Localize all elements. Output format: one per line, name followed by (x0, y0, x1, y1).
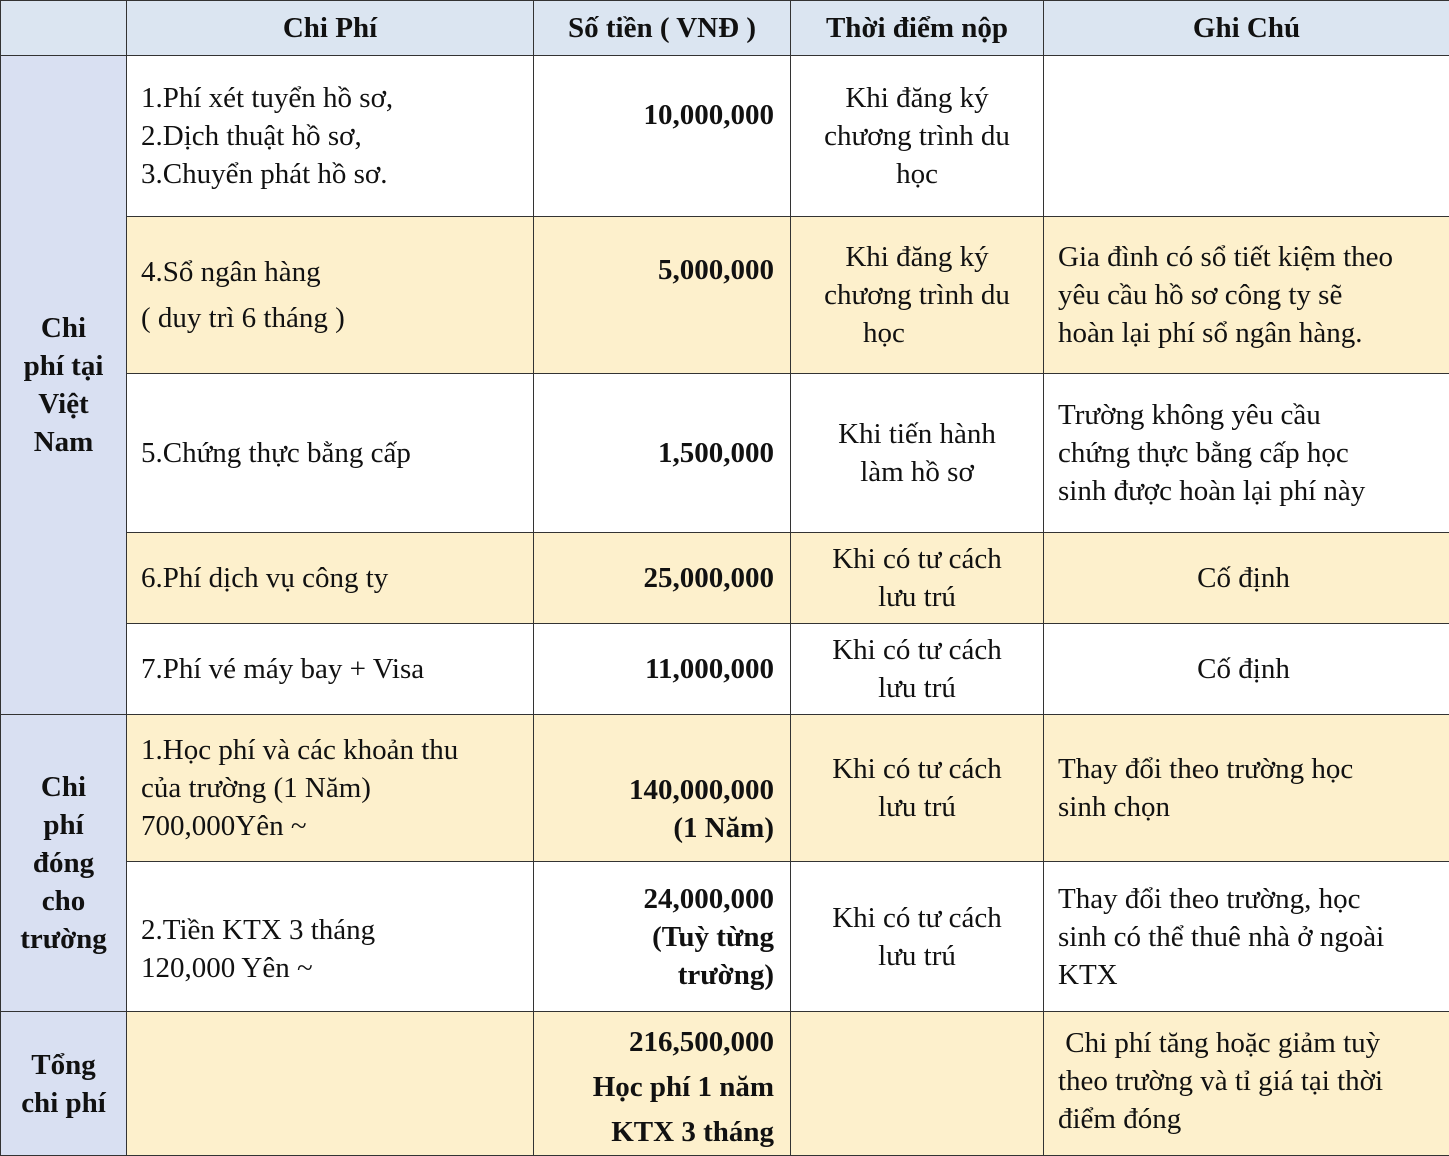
amount-line: Học phí 1 năm (534, 1065, 774, 1110)
group-label-line: phí (1, 806, 126, 844)
desc-line: 2.Dịch thuật hồ sơ, (141, 117, 523, 155)
note-line: Thay đổi theo trường học (1058, 750, 1443, 788)
desc-line: của trường (1 Năm) (141, 769, 523, 807)
note-line: sinh có thể thuê nhà ở ngoài (1058, 918, 1443, 956)
note-line: sinh được hoàn lại phí này (1058, 472, 1443, 510)
header-row (1, 1, 1449, 56)
table-row (1, 56, 1449, 217)
group-label-line: Tổng (1, 1046, 126, 1084)
note-line: Trường không yêu cầu (1058, 396, 1443, 434)
payment-time (791, 862, 1044, 1012)
cost-note (1044, 1012, 1449, 1156)
amount-line: (1 Năm) (534, 809, 774, 847)
header-ghi-chu: Ghi Chú (1044, 1, 1449, 56)
cost-note (1044, 217, 1449, 374)
table-row (1, 624, 1449, 715)
desc-line: 2.Tiền KTX 3 tháng (141, 911, 523, 949)
note-line: Cố định (1044, 650, 1443, 688)
note-line: Chi phí tăng hoặc giảm tuỳ (1058, 1024, 1443, 1062)
cost-amount (534, 56, 791, 217)
payment-time (791, 217, 1044, 374)
group-label-line: trường (1, 920, 126, 958)
amount-line: 1,500,000 (534, 434, 774, 472)
desc-line: 700,000Yên ~ (141, 807, 523, 845)
header-chi-phi: Chi Phí (127, 1, 534, 56)
cost-description (127, 715, 534, 862)
note-line: Cố định (1044, 559, 1443, 597)
cost-amount (534, 624, 791, 715)
cost-note (1044, 374, 1449, 533)
payment-time (791, 715, 1044, 862)
note-line: chứng thực bằng cấp học (1058, 434, 1443, 472)
cost-description (127, 862, 534, 1012)
note-line: Thay đổi theo trường, học (1058, 880, 1443, 918)
amount-line: 24,000,000 (534, 880, 774, 918)
amount-line: trường) (534, 956, 774, 994)
time-line: học (799, 314, 1035, 352)
desc-line: 6.Phí dịch vụ công ty (141, 559, 523, 597)
note-line: hoàn lại phí sổ ngân hàng. (1058, 314, 1443, 352)
desc-line: ( duy trì 6 tháng ) (141, 299, 523, 337)
cost-amount (534, 715, 791, 862)
cost-amount (534, 374, 791, 533)
note-line: điểm đóng (1058, 1100, 1443, 1138)
time-line: chương trình du (799, 276, 1035, 314)
table-row (1, 862, 1449, 1012)
cost-description (127, 374, 534, 533)
group-label-line: Nam (1, 423, 126, 461)
desc-line: 120,000 Yên ~ (141, 949, 523, 987)
time-line: làm hồ sơ (799, 453, 1035, 491)
cost-note (1044, 56, 1449, 217)
group-total (1, 1012, 127, 1156)
amount-line: 140,000,000 (534, 771, 774, 809)
desc-line: 4.Sổ ngân hàng (141, 253, 523, 291)
group-label-line: đóng (1, 844, 126, 882)
time-line: Khi có tư cách (799, 540, 1035, 578)
group-label-line: Chi (1, 768, 126, 806)
payment-time (791, 624, 1044, 715)
desc-line: 5.Chứng thực bằng cấp (141, 434, 523, 472)
note-line: theo trường và tỉ giá tại thời (1058, 1062, 1443, 1100)
desc-line: 1.Học phí và các khoản thu (141, 731, 523, 769)
payment-time (791, 1012, 1044, 1156)
group-label-line: Việt (1, 385, 126, 423)
note-line: sinh chọn (1058, 788, 1443, 826)
group-label-line: chi phí (1, 1084, 126, 1122)
header-thoi-diem: Thời điểm nộp (791, 1, 1044, 56)
note-line: yêu cầu hồ sơ công ty sẽ (1058, 276, 1443, 314)
time-line: Khi có tư cách (799, 631, 1035, 669)
group-label-line: cho (1, 882, 126, 920)
group-label-line: Chi (1, 309, 126, 347)
time-line: lưu trú (799, 788, 1035, 826)
cost-description (127, 533, 534, 624)
group-label-line: phí tại (1, 347, 126, 385)
time-line: Khi có tư cách (799, 750, 1035, 788)
time-line: Khi đăng ký (799, 79, 1035, 117)
cost-note (1044, 624, 1449, 715)
time-line: lưu trú (799, 578, 1035, 616)
table-row (1, 715, 1449, 862)
total-amount (534, 1012, 791, 1156)
payment-time (791, 374, 1044, 533)
amount-line: 216,500,000 (534, 1020, 774, 1065)
time-line: lưu trú (799, 937, 1035, 975)
payment-time (791, 533, 1044, 624)
cost-amount (534, 862, 791, 1012)
cost-description (127, 1012, 534, 1156)
note-line: KTX (1058, 956, 1443, 994)
amount-line: 10,000,000 (534, 96, 774, 134)
time-line: chương trình du (799, 117, 1035, 155)
amount-line: 5,000,000 (534, 251, 774, 289)
cost-amount (534, 533, 791, 624)
desc-line: 1.Phí xét tuyển hồ sơ, (141, 79, 523, 117)
cost-note (1044, 862, 1449, 1012)
cost-description (127, 56, 534, 217)
group-school (1, 715, 127, 1012)
header-corner (1, 1, 127, 56)
cost-amount (534, 217, 791, 374)
group-vietnam (1, 56, 127, 715)
amount-line: 11,000,000 (534, 650, 774, 688)
time-line: học (799, 155, 1035, 193)
table-row (1, 374, 1449, 533)
desc-line: 3.Chuyển phát hồ sơ. (141, 155, 523, 193)
amount-line: 25,000,000 (534, 559, 774, 597)
total-row (1, 1012, 1449, 1156)
time-line: Khi đăng ký (799, 238, 1035, 276)
time-line: lưu trú (799, 669, 1035, 707)
note-line: Gia đình có sổ tiết kiệm theo (1058, 238, 1443, 276)
table-row (1, 533, 1449, 624)
cost-note (1044, 715, 1449, 862)
cost-note (1044, 533, 1449, 624)
cost-description (127, 624, 534, 715)
time-line: Khi có tư cách (799, 899, 1035, 937)
desc-line: 7.Phí vé máy bay + Visa (141, 650, 523, 688)
cost-description (127, 217, 534, 374)
payment-time (791, 56, 1044, 217)
header-so-tien: Số tiền ( VNĐ ) (534, 1, 791, 56)
amount-line: (Tuỳ từng (534, 918, 774, 956)
table-row (1, 217, 1449, 374)
time-line: Khi tiến hành (799, 415, 1035, 453)
amount-line: KTX 3 tháng (534, 1110, 774, 1155)
